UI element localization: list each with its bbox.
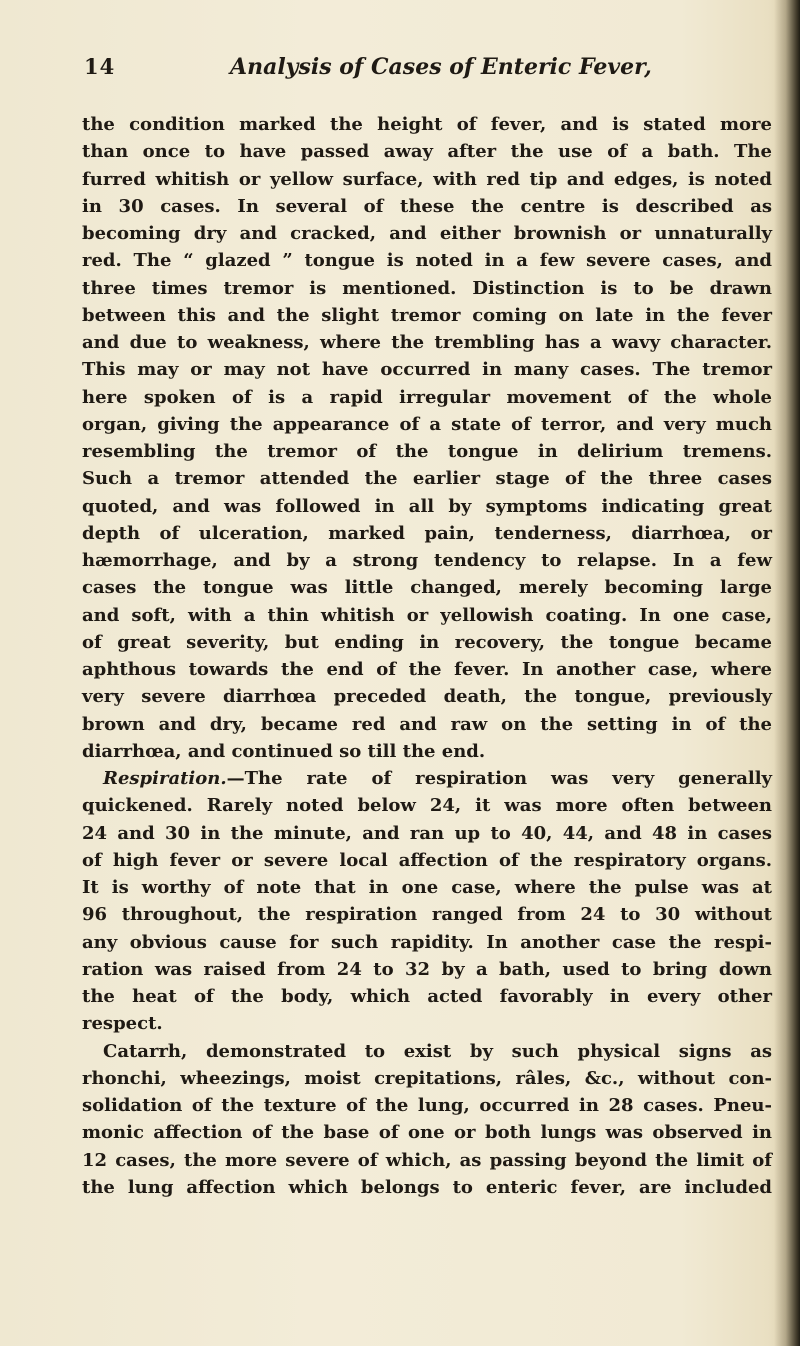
text-line: Catarrh, demonstrated to exist by such physical signs as xyxy=(103,1040,772,1062)
text-line: Such a tremor attended the earlier stage of the three cases xyxy=(82,468,772,490)
text-line: depth of ulceration, marked pain, tenderness, diarrhœa, or xyxy=(82,522,772,544)
text-line: aphthous towards the end of the fever. In another case, where xyxy=(82,659,772,680)
text-line: and due to weakness, where the trembling has a wavy character. xyxy=(82,332,772,353)
text-line: This may or may not have occurred in many cases. The tremor xyxy=(82,359,772,381)
text-line: of high fever or severe local affection of the respiratory organs. xyxy=(82,849,772,871)
text-line: diarrhœa, and continued so till the end. xyxy=(82,740,486,762)
text-line: and soft, with a thin whitish or yellowish coating. In one case, xyxy=(82,604,772,626)
text-line-fragment: —The rate of respiration was very generally xyxy=(226,768,772,789)
text-line: in 30 cases. In several of these the centre is described as xyxy=(82,195,772,217)
section-heading-respiration: Respiration. xyxy=(103,768,227,789)
text-line: monic affection of the base of one or both lungs was observed in xyxy=(82,1122,772,1144)
text-line: hæmorrhage, and by a strong tendency to relapse. In a few xyxy=(82,550,772,571)
text-line: rhonchi, wheezings, moist crepitations, râles, &c., without con- xyxy=(82,1067,772,1089)
body-text xyxy=(82,111,772,1201)
text-line: respect. xyxy=(82,1013,163,1035)
text-line: resembling the tremor of the tongue in delirium tremens. xyxy=(82,441,772,462)
respiration-paragraph-start xyxy=(82,765,772,792)
text-line: here spoken of is a rapid irregular movement of the whole xyxy=(82,386,772,408)
text-line: between this and the slight tremor coming on late in the fever xyxy=(82,304,772,326)
text-line: three times tremor is mentioned. Distinction is to be drawn xyxy=(82,277,772,299)
text-line: furred whitish or yellow surface, with red tip and edges, is noted xyxy=(82,168,772,190)
text-line: becoming dry and cracked, and either brownish or unnaturally xyxy=(82,223,772,244)
text-line: ration was raised from 24 to 32 by a bath, used to bring down xyxy=(82,958,772,980)
text-line: the heat of the body, which acted favorably in every other xyxy=(82,986,772,1007)
text-line: red. The “ glazed ” tongue is noted in a few severe cases, and xyxy=(82,250,772,272)
text-line: very severe diarrhœa preceded death, the tongue, previously xyxy=(82,686,772,708)
text-line: the lung affection which belongs to enteric fever, are included xyxy=(82,1176,772,1198)
page-edge-shadow xyxy=(774,0,800,1346)
text-line: solidation of the texture of the lung, occurred in 28 cases. Pneu- xyxy=(82,1095,772,1116)
text-line: brown and dry, became red and raw on the setting in of the xyxy=(82,713,772,735)
text-line: the condition marked the height of fever, and is stated more xyxy=(82,114,772,135)
text-line: organ, giving the appearance of a state of terror, and very much xyxy=(82,413,772,435)
text-line: any obvious cause for such rapidity. In another case the respi- xyxy=(82,931,772,953)
text-line: cases the tongue was little changed, merely becoming large xyxy=(82,577,772,599)
page-header xyxy=(84,54,734,94)
text-line: than once to have passed away after the use of a bath. The xyxy=(82,141,772,163)
text-line: 12 cases, the more severe of which, as passing beyond the limit of xyxy=(82,1149,772,1171)
text-line: 24 and 30 in the minute, and ran up to 40, 44, and 48 in cases xyxy=(82,822,772,844)
page-number: 14 xyxy=(84,54,116,79)
text-line: quoted, and was followed in all by symptoms indicating great xyxy=(82,495,772,517)
text-line: of great severity, but ending in recovery, the tongue became xyxy=(82,631,772,653)
text-line: 96 throughout, the respiration ranged from 24 to 30 without xyxy=(82,904,772,926)
text-line: It is worthy of note that in one case, where the pulse was at xyxy=(82,877,772,898)
running-title: Analysis of Cases of Enteric Fever, xyxy=(230,54,652,80)
text-line: quickened. Rarely noted below 24, it was more often between xyxy=(82,795,772,817)
